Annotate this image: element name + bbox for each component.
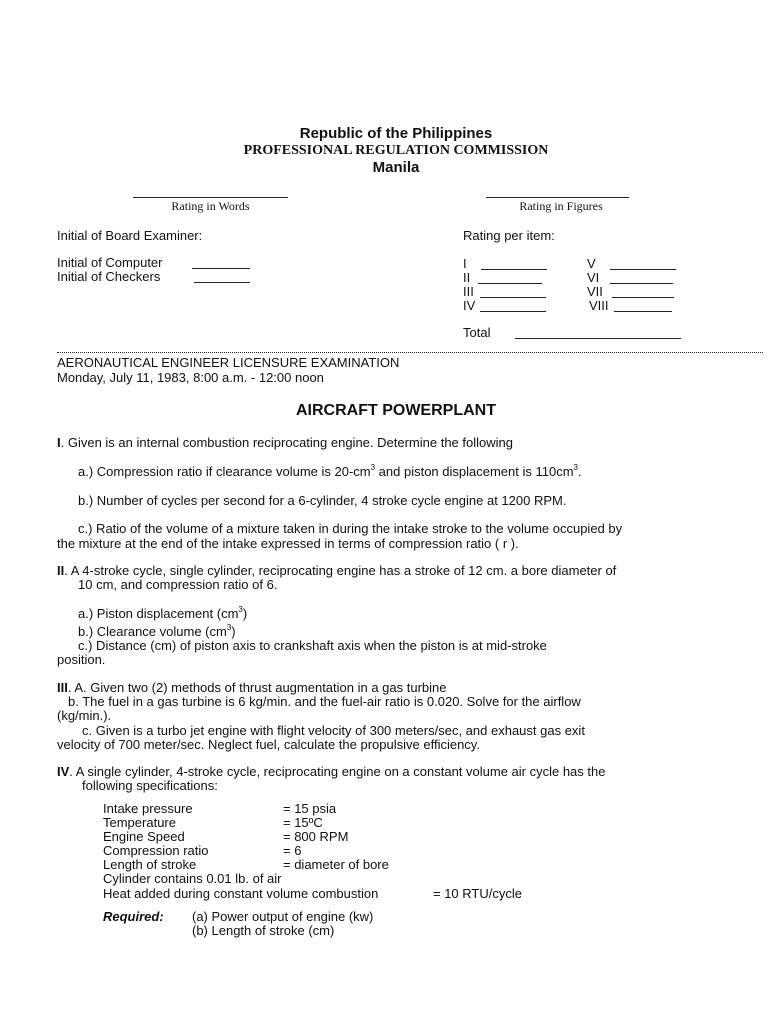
exam-name: AERONAUTICAL ENGINEER LICENSURE EXAMINATION [57, 355, 400, 370]
required-b: (b) Length of stroke (cm) [192, 923, 335, 938]
board-examiner-label: Initial of Board Examiner: [57, 228, 203, 243]
spec-label: Compression ratio [103, 843, 209, 858]
question-1b: b.) Number of cycles per second for a 6-cylinder, 4 stroke cycle engine at 1200 RPM. [78, 493, 567, 508]
spec-value: = 15 psia [283, 801, 337, 816]
item-line [610, 269, 676, 270]
spec-value: = 800 RPM [283, 829, 349, 844]
total-line [515, 338, 681, 339]
spec-value: = diameter of bore [283, 857, 389, 872]
question-1c-line1: c.) Ratio of the volume of a mixture taken in during the intake stroke to the volume occupied by [78, 521, 623, 536]
item-label: IV [463, 298, 476, 313]
item-line [481, 269, 547, 270]
spec-value: = 6 [283, 843, 302, 858]
item-label: V [587, 256, 596, 271]
item-label: VIII [589, 298, 609, 313]
item-line [478, 283, 542, 284]
total-label: Total [463, 325, 491, 340]
spec-label: Temperature [103, 815, 176, 830]
question-2c-line2: position. [57, 652, 106, 667]
required-label: Required: [103, 909, 164, 924]
question-3b-line2: (kg/min.). [57, 708, 112, 723]
item-line [480, 311, 546, 312]
question-2a: a.) Piston displacement $(cm^3)$ [78, 605, 248, 621]
item-line [610, 283, 673, 284]
question-3b-line1: b. The fuel in a gas turbine is 6 kg/min. and the fuel-air ratio is 0.020. Solve for the airflow [68, 694, 581, 709]
question-3a: III. A. Given two (2) methods of thrust augmentation in a gas turbine [57, 680, 447, 695]
exam-subject: AIRCRAFT POWERPLANT [296, 402, 496, 419]
question-1-stem: I. Given is an internal combustion reciprocating engine. Determine the following [57, 435, 513, 450]
spec-heat-label: Heat added during constant volume combustion [103, 886, 379, 901]
item-line [480, 297, 546, 298]
question-2b: b.) Clearance volume $(cm^3)$ [78, 623, 236, 639]
item-label: II [463, 270, 471, 285]
per-item-label: Rating per item: [463, 228, 555, 243]
item-line [612, 297, 674, 298]
item-label: VI [587, 270, 600, 285]
rating-words-label: Rating in Words [171, 199, 250, 213]
exam-schedule: Monday, July 11, 1983, 8:00 a.m. - 12:00 noon [57, 370, 324, 385]
separator [57, 352, 763, 353]
computer-label: Initial of Computer [57, 255, 163, 270]
question-3c-line2: velocity of 700 meter/sec. Neglect fuel, calculate the propulsive efficiency. [57, 737, 480, 752]
item-label: III [463, 284, 474, 299]
question-1c-line2: the mixture at the end of the intake expressed in terms of compression ratio ( r ). [57, 536, 519, 551]
rating-words-line [133, 197, 288, 198]
question-1a: a.) Compression ratio if clearance volume is $20-cm^3$ and piston displacement is $110cm^3$. [78, 463, 582, 479]
spec-label: Engine Speed [103, 829, 185, 844]
question-2c-line1: c.) Distance (cm) of piston axis to crankshaft axis when the piston is at mid-stroke [78, 638, 547, 653]
checkers-label: Initial of Checkers [57, 269, 161, 284]
spec-heat-value: = 10 RTU/cycle [433, 886, 522, 901]
item-label: I [463, 256, 467, 271]
question-3c-line1: c. Given is a turbo jet engine with flight velocity of 300 meters/sec, and exhaust gas exit [82, 723, 585, 738]
question-2-stem-line2: 10 cm, and compression ratio of 6. [78, 577, 278, 592]
header-city: Manila [372, 159, 420, 176]
required-a: (a) Power output of engine (kw) [192, 909, 374, 924]
question-4-stem-line2: following specifications: [82, 778, 218, 793]
computer-line [192, 268, 250, 269]
header-republic: Republic of the Philippines [299, 125, 493, 142]
spec-label: Intake pressure [103, 801, 193, 816]
checkers-line [194, 282, 250, 283]
item-label: VII [587, 284, 603, 299]
question-2-stem: II. A 4-stroke cycle, single cylinder, reciprocating engine has a stroke of 12 cm. a bore diameter of [57, 563, 617, 578]
rating-figures-label: Rating in Figures [519, 199, 603, 213]
header-commission: PROFESSIONAL REGULATION COMMISSION [243, 143, 549, 158]
spec-value: = 15ºC [283, 815, 323, 830]
item-line [614, 311, 672, 312]
spec-label: Length of stroke [103, 857, 197, 872]
spec-cylinder: Cylinder contains 0.01 lb. of air [103, 871, 282, 886]
rating-figures-line [486, 197, 629, 198]
question-4-stem: IV. A single cylinder, 4-stroke cycle, reciprocating engine on a constant volume air cycle has the [57, 764, 606, 779]
